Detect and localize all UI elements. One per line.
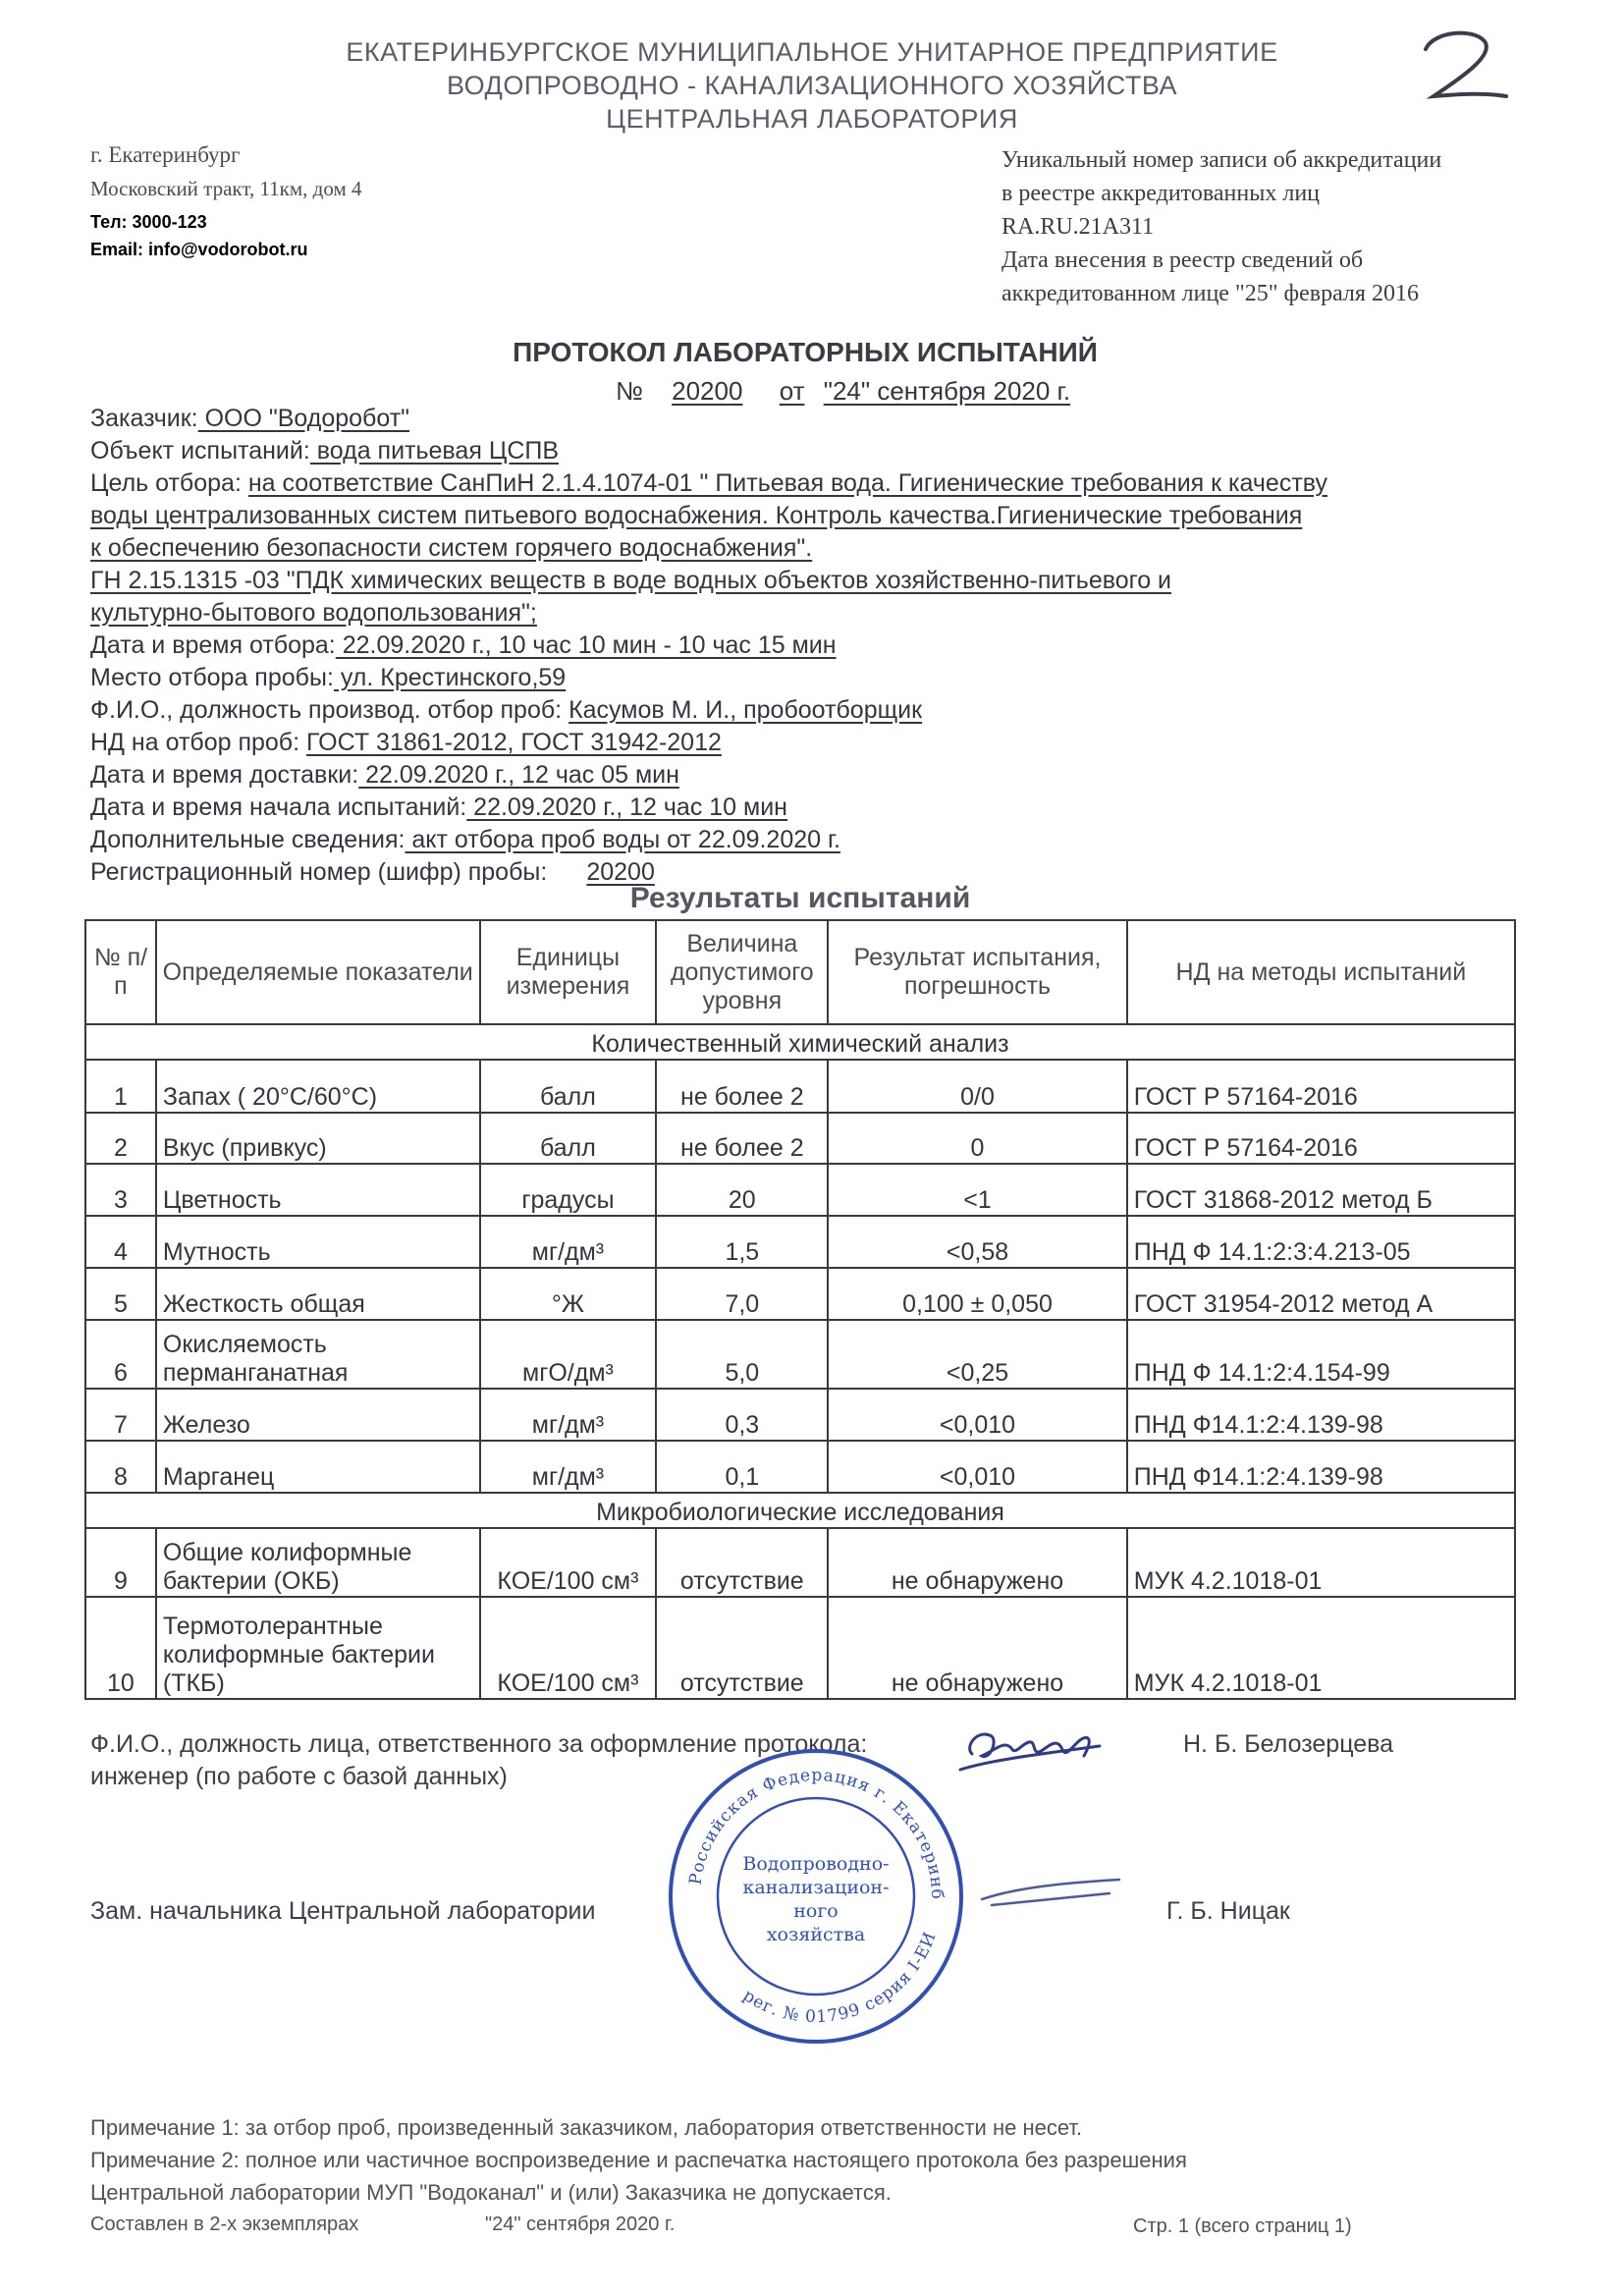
customer-field bbox=[90, 405, 409, 433]
delivery-value: 22.09.2020 г., 12 час 05 мин bbox=[358, 761, 679, 789]
row-limit: 0,3 bbox=[656, 1389, 828, 1441]
row-method: МУК 4.2.1018-01 bbox=[1127, 1528, 1515, 1597]
row-num: 3 bbox=[85, 1164, 156, 1216]
row-unit: балл bbox=[480, 1113, 657, 1164]
accreditation-line-1: Уникальный номер записи об аккредитации bbox=[1001, 147, 1442, 173]
row-method: ПНД Ф14.1:2:4.139-98 bbox=[1127, 1389, 1515, 1441]
accreditation-line-4: Дата внесения в реестр сведений об bbox=[1001, 247, 1364, 273]
responsible-line-2: инженер (по работе с базой данных) bbox=[90, 1763, 508, 1790]
protocol-number: 20200 bbox=[672, 376, 743, 406]
row-indicator: Мутность bbox=[156, 1216, 480, 1268]
row-limit: 1,5 bbox=[656, 1216, 828, 1268]
nd-field bbox=[90, 729, 722, 757]
row-num: 9 bbox=[85, 1528, 156, 1597]
table-row bbox=[85, 1441, 1515, 1493]
sampler-label: Ф.И.О., должность производ. отбор проб: bbox=[90, 696, 569, 724]
row-method: МУК 4.2.1018-01 bbox=[1127, 1597, 1515, 1699]
row-num: 1 bbox=[85, 1060, 156, 1113]
customer-label: Заказчик: bbox=[90, 405, 198, 432]
sampler-field bbox=[90, 696, 922, 725]
reg-number-label: Регистрационный номер (шифр) пробы: bbox=[90, 858, 548, 886]
protocol-date: "24" сентября 2020 г. bbox=[823, 376, 1071, 406]
header-line-2: ВОДОПРОВОДНО - КАНАЛИЗАЦИОННОГО ХОЗЯЙСТВА bbox=[447, 71, 1177, 100]
object-value: вода питьевая ЦСПВ bbox=[309, 437, 560, 465]
stamp-center-2: канализацион- bbox=[742, 1877, 890, 1898]
accreditation-line-2: в реестре аккредитованных лиц bbox=[1001, 181, 1320, 206]
row-unit: КОЕ/100 см³ bbox=[480, 1597, 657, 1699]
section-micro-label: Микробиологические исследования bbox=[85, 1493, 1515, 1528]
row-unit: мгО/дм³ bbox=[480, 1320, 657, 1389]
note-2b: Центральной лаборатории МУП "Водоканал" и (или) Заказчика не допускается. bbox=[90, 2180, 892, 2205]
col-header-unit: Единицы измерения bbox=[480, 920, 657, 1024]
extra-info-field bbox=[90, 826, 840, 854]
sampling-datetime-value: 22.09.2020 г., 10 час 10 мин - 10 час 15 мин bbox=[335, 631, 837, 659]
row-indicator: Термотолерантные колиформные бактерии (ТКБ) bbox=[156, 1597, 480, 1699]
row-method: ПНД Ф 14.1:2:4.154-99 bbox=[1127, 1320, 1515, 1389]
row-result: 0,100 ± 0,050 bbox=[828, 1268, 1126, 1320]
row-limit: отсутствие bbox=[656, 1528, 828, 1597]
row-limit: не более 2 bbox=[656, 1060, 828, 1113]
row-indicator: Цветность bbox=[156, 1164, 480, 1216]
row-indicator: Общие колиформные бактерии (ОКБ) bbox=[156, 1528, 480, 1597]
customer-value: ООО "Водоробот" bbox=[197, 405, 410, 432]
header-line-1: ЕКАТЕРИНБУРГСКОЕ МУНИЦИПАЛЬНОЕ УНИТАРНОЕ ПРЕДПРИЯТИЕ bbox=[346, 37, 1278, 67]
row-num: 2 bbox=[85, 1113, 156, 1164]
results-title: Результаты испытаний bbox=[629, 882, 971, 914]
header-line-3: ЦЕНТРАЛЬНАЯ ЛАБОРАТОРИЯ bbox=[606, 104, 1018, 134]
org-email: Email: info@vodorobot.ru bbox=[90, 240, 308, 259]
official-stamp bbox=[664, 1744, 968, 2053]
row-limit: 7,0 bbox=[656, 1268, 828, 1320]
row-result: не обнаружено bbox=[828, 1528, 1126, 1597]
results-table bbox=[84, 919, 1516, 1700]
row-result: <0,25 bbox=[828, 1320, 1126, 1389]
footer-copies: Составлен в 2-х экземплярах bbox=[90, 2214, 359, 2235]
row-num: 7 bbox=[85, 1389, 156, 1441]
row-method: ПНД Ф14.1:2:4.139-98 bbox=[1127, 1441, 1515, 1493]
purpose-line-5: культурно-бытового водопользования"; bbox=[90, 599, 537, 627]
row-method: ГОСТ 31868-2012 метод Б bbox=[1127, 1164, 1515, 1216]
org-city: г. Екатеринбург bbox=[90, 142, 241, 167]
stamp-ring-text: Российская Федерация г. Екатеринб bbox=[685, 1765, 947, 1900]
delivery-field bbox=[90, 761, 679, 790]
row-result: 0 bbox=[828, 1113, 1126, 1164]
nd-value: ГОСТ 31861-2012, ГОСТ 31942-2012 bbox=[306, 729, 722, 756]
org-address: Московский тракт, 11км, дом 4 bbox=[90, 177, 362, 200]
row-indicator: Вкус (привкус) bbox=[156, 1113, 480, 1164]
table-header-row bbox=[85, 920, 1515, 1024]
object-field bbox=[90, 437, 559, 465]
place-field bbox=[90, 664, 566, 692]
purpose-line-2: воды централизованных систем питьевого водоснабжения. Контроль качества.Гигиенические требования bbox=[90, 502, 1303, 529]
row-result: 0/0 bbox=[828, 1060, 1126, 1113]
protocol-number-line bbox=[616, 376, 1070, 407]
table-row bbox=[85, 1389, 1515, 1441]
row-num: 5 bbox=[85, 1268, 156, 1320]
stamp-center-1: Водопроводно- bbox=[742, 1853, 890, 1875]
reg-number-value: 20200 bbox=[586, 858, 655, 886]
object-label: Объект испытаний: bbox=[90, 437, 310, 465]
purpose-label: Цель отбора: bbox=[90, 469, 248, 497]
purpose-line-3: к обеспечению безопасности систем горячего водоснабжения". bbox=[90, 534, 813, 562]
place-label: Место отбора пробы: bbox=[90, 664, 334, 691]
row-indicator: Запах ( 20°С/60°С) bbox=[156, 1060, 480, 1113]
table-row bbox=[85, 1113, 1515, 1164]
accreditation-number: RA.RU.21A311 bbox=[1001, 214, 1155, 240]
footer-page: Стр. 1 (всего страниц 1) bbox=[1133, 2215, 1352, 2237]
row-indicator: Жесткость общая bbox=[156, 1268, 480, 1320]
sampler-value: Касумов М. И., пробоотборщик bbox=[568, 696, 923, 724]
row-method: ГОСТ 31954-2012 метод А bbox=[1127, 1268, 1515, 1320]
deputy-name: Г. Б. Ницак bbox=[1166, 1897, 1290, 1925]
row-limit: 5,0 bbox=[656, 1320, 828, 1389]
col-header-method: НД на методы испытаний bbox=[1127, 920, 1515, 1024]
test-start-field bbox=[90, 793, 787, 822]
stamp-center-4: хозяйства bbox=[766, 1924, 866, 1945]
org-phone: Тел: 3000-123 bbox=[90, 212, 207, 232]
place-value: ул. Крестинского,59 bbox=[333, 664, 567, 691]
extra-info-value: акт отбора проб воды от 22.09.2020 г. bbox=[405, 826, 840, 853]
responsible-line-1: Ф.И.О., должность лица, ответственного за оформление протокола: bbox=[90, 1730, 868, 1758]
extra-info-label: Дополнительные сведения: bbox=[90, 826, 406, 853]
table-row bbox=[85, 1597, 1515, 1699]
row-limit: 20 bbox=[656, 1164, 828, 1216]
purpose-line-1: на соответствие СанПиН 2.1.4.1074-01 " Питьевая вода. Гигиенические требования к качеству bbox=[247, 469, 1328, 497]
row-method: ГОСТ Р 57164-2016 bbox=[1127, 1060, 1515, 1113]
deputy-label: Зам. начальника Центральной лаборатории bbox=[90, 1897, 596, 1925]
row-num: 4 bbox=[85, 1216, 156, 1268]
note-1: Примечание 1: за отбор проб, произведенный заказчиком, лаборатория ответственности не несет. bbox=[90, 2115, 1083, 2140]
test-start-label: Дата и время начала испытаний: bbox=[90, 793, 467, 821]
row-unit: КОЕ/100 см³ bbox=[480, 1528, 657, 1597]
row-limit: 0,1 bbox=[656, 1441, 828, 1493]
col-header-indicator: Определяемые показатели bbox=[156, 920, 480, 1024]
row-unit: балл bbox=[480, 1060, 657, 1113]
row-limit: отсутствие bbox=[656, 1597, 828, 1699]
from-label: от bbox=[779, 376, 805, 406]
table-row bbox=[85, 1528, 1515, 1597]
sampling-datetime-field bbox=[90, 631, 837, 660]
row-num: 8 bbox=[85, 1441, 156, 1493]
row-unit: мг/дм³ bbox=[480, 1216, 657, 1268]
stamp-center-3: ного bbox=[793, 1900, 839, 1922]
row-limit: не более 2 bbox=[656, 1113, 828, 1164]
row-unit: °Ж bbox=[480, 1268, 657, 1320]
number-label: № bbox=[616, 376, 643, 406]
signature-nitsak bbox=[972, 1872, 1129, 1926]
table-row bbox=[85, 1060, 1515, 1113]
accreditation-line-5: аккредитованном лице "25" февраля 2016 bbox=[1001, 281, 1419, 306]
table-row bbox=[85, 1320, 1515, 1389]
row-result: <0,010 bbox=[828, 1389, 1126, 1441]
row-result: не обнаружено bbox=[828, 1597, 1126, 1699]
signature-belozertseva bbox=[952, 1711, 1119, 1784]
col-header-limit: Величина допустимого уровня bbox=[656, 920, 828, 1024]
row-indicator: Железо bbox=[156, 1389, 480, 1441]
note-2a: Примечание 2: полное или частичное воспроизведение и распечатка настоящего протокола без разрешения bbox=[90, 2148, 1187, 2172]
row-result: <0,010 bbox=[828, 1441, 1126, 1493]
handwritten-page-mark bbox=[1404, 20, 1512, 113]
row-result: <1 bbox=[828, 1164, 1126, 1216]
table-row bbox=[85, 1164, 1515, 1216]
section-row-chemical bbox=[85, 1024, 1515, 1060]
section-row-micro bbox=[85, 1493, 1515, 1528]
row-result: <0,58 bbox=[828, 1216, 1126, 1268]
test-start-value: 22.09.2020 г., 12 час 10 мин bbox=[466, 793, 787, 821]
row-indicator: Марганец bbox=[156, 1441, 480, 1493]
purpose-line-4: ГН 2.15.1315 -03 "ПДК химических веществ в воде водных объектов хозяйственно-питьевого и bbox=[90, 567, 1172, 594]
row-method: ПНД Ф 14.1:2:3:4.213-05 bbox=[1127, 1216, 1515, 1268]
row-indicator: Окисляемость перманганатная bbox=[156, 1320, 480, 1389]
sampling-datetime-label: Дата и время отбора: bbox=[90, 631, 336, 659]
col-header-num: № п/п bbox=[85, 920, 156, 1024]
table-row bbox=[85, 1268, 1515, 1320]
nd-label: НД на отбор проб: bbox=[90, 729, 307, 756]
row-unit: мг/дм³ bbox=[480, 1389, 657, 1441]
col-header-result: Результат испытания, погрешность bbox=[828, 920, 1126, 1024]
stamp-bottom-text: рег. № 01799 серия I-ЕИ bbox=[738, 1929, 942, 2028]
table-row bbox=[85, 1216, 1515, 1268]
row-num: 6 bbox=[85, 1320, 156, 1389]
delivery-label: Дата и время доставки: bbox=[90, 761, 359, 789]
footer-date: "24" сентября 2020 г. bbox=[485, 2214, 676, 2235]
protocol-title: ПРОТОКОЛ ЛАБОРАТОРНЫХ ИСПЫТАНИЙ bbox=[513, 337, 1098, 367]
row-num: 10 bbox=[85, 1597, 156, 1699]
purpose-field bbox=[90, 469, 1327, 498]
accreditation-block bbox=[1001, 143, 1441, 310]
section-chemical-label: Количественный химический анализ bbox=[85, 1024, 1515, 1060]
responsible-name: Н. Б. Белозерцева bbox=[1183, 1730, 1394, 1758]
row-method: ГОСТ Р 57164-2016 bbox=[1127, 1113, 1515, 1164]
row-unit: градусы bbox=[480, 1164, 657, 1216]
row-unit: мг/дм³ bbox=[480, 1441, 657, 1493]
